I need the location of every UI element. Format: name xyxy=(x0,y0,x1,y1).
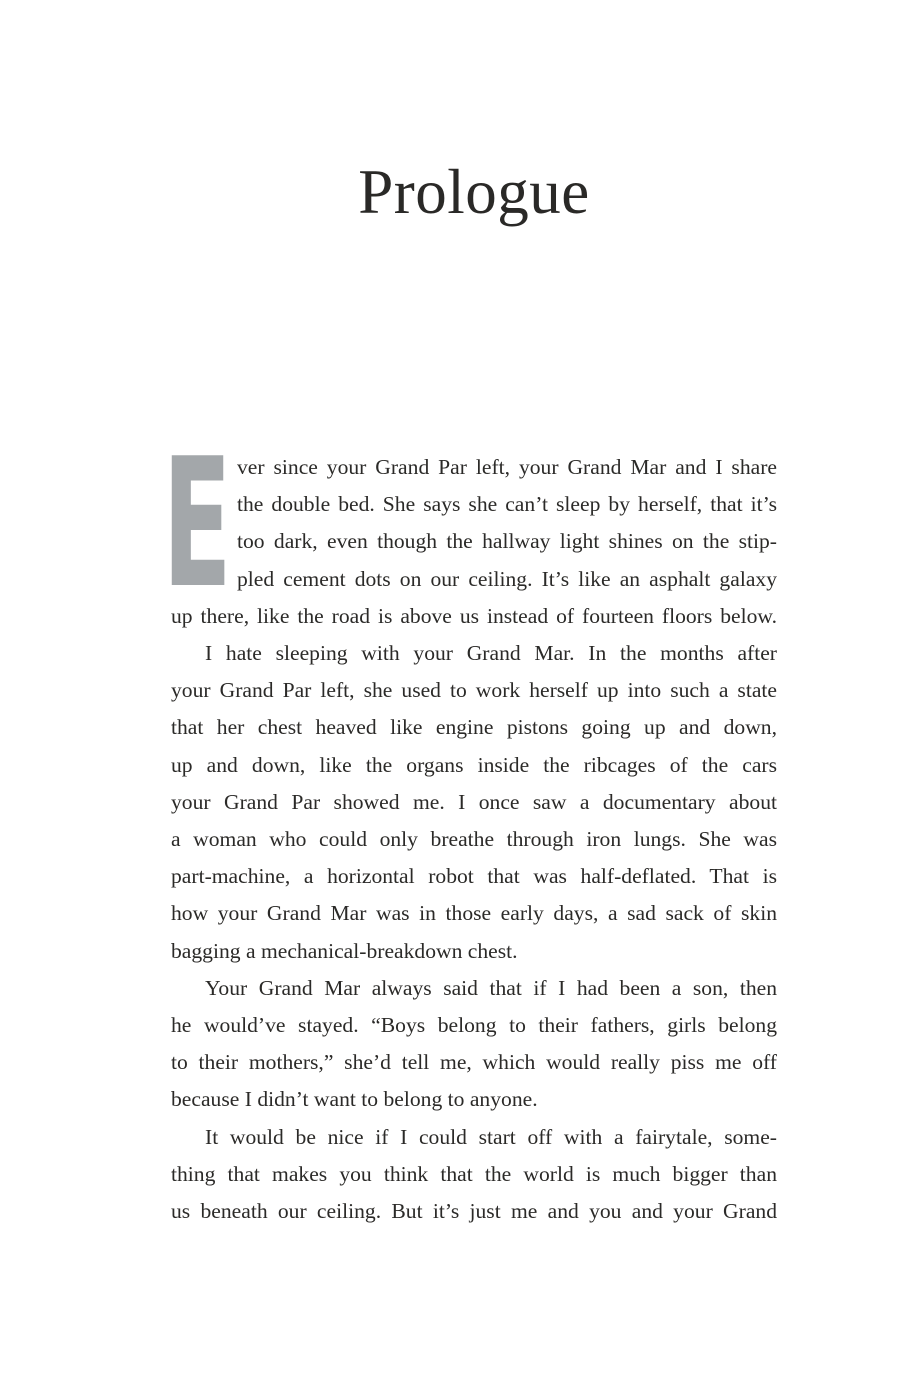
text-line: the double bed. She says she can’t sleep by herself, that it’s xyxy=(237,492,777,517)
paragraph xyxy=(171,970,777,1119)
text-line: part-machine, a horizontal robot that was half-deflated. That is xyxy=(171,864,777,889)
text-line: to their mothers,” she’d tell me, which would really piss me off xyxy=(171,1050,777,1075)
text-line: pled cement dots on our ceiling. It’s like an asphalt galaxy xyxy=(237,566,777,591)
chapter-title: Prologue xyxy=(358,157,590,227)
text-line: bagging a mechanical-breakdown chest. xyxy=(171,938,518,963)
text-line: your Grand Par left, she used to work herself up into such a state xyxy=(171,678,777,703)
text-line: I hate sleeping with your Grand Mar. In the months after xyxy=(205,641,777,666)
text-line: up and down, like the organs inside the ribcages of the cars xyxy=(171,752,777,777)
text-line: your Grand Par showed me. I once saw a documentary about xyxy=(171,789,777,814)
text-line: thing that makes you think that the world is much bigger than xyxy=(171,1161,777,1186)
paragraph xyxy=(171,1119,777,1231)
text-line: because I didn’t want to belong to anyone. xyxy=(171,1087,538,1112)
text-line: a woman who could only breathe through iron lungs. She was xyxy=(171,827,777,852)
text-line: up there, like the road is above us instead of fourteen floors below. xyxy=(171,603,777,628)
drop-cap-letter: E xyxy=(162,421,232,629)
paragraph xyxy=(171,635,777,970)
text-line: us beneath our ceiling. But it’s just me and you and your Grand xyxy=(171,1199,777,1224)
text-line: It would be nice if I could start off with a fairytale, some- xyxy=(205,1124,777,1149)
text-line: too dark, even though the hallway light shines on the stip- xyxy=(237,529,777,554)
drop-cap xyxy=(162,421,232,629)
text-line: ver since your Grand Par left, your Grand Mar and I share xyxy=(237,455,777,479)
text-line: how your Grand Mar was in those early days, a sad sack of skin xyxy=(171,901,777,926)
paragraph xyxy=(162,421,777,635)
text-line: that her chest heaved like engine pistons going up and down, xyxy=(171,715,777,740)
body-text xyxy=(162,421,777,1230)
text-line: Your Grand Mar always said that if I had been a son, then xyxy=(205,975,777,1000)
text-line: he would’ve stayed. “Boys belong to their fathers, girls belong xyxy=(171,1013,777,1038)
